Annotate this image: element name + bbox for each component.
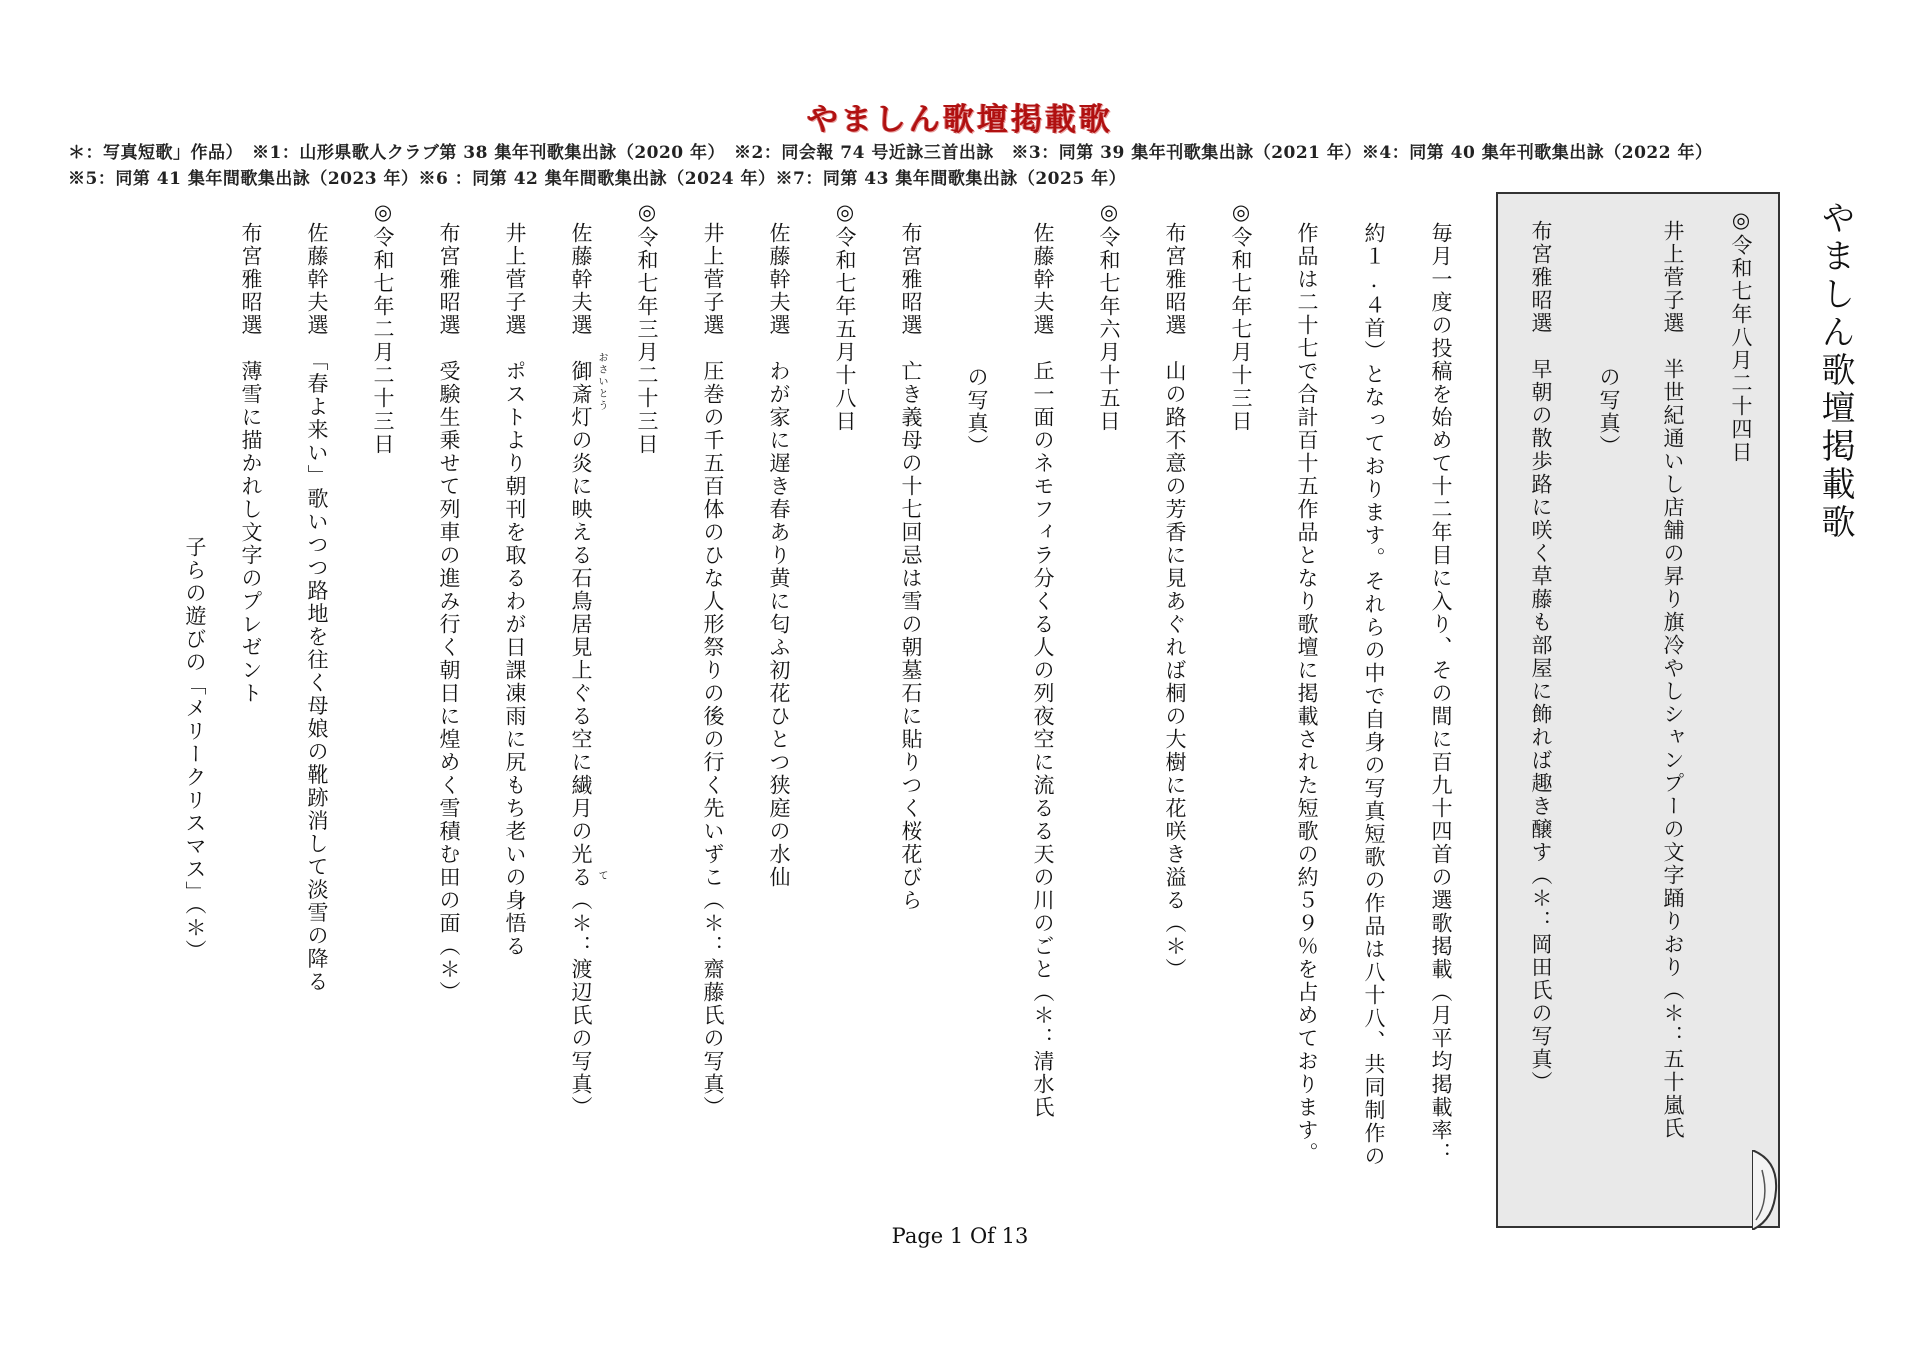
footnote-line-1: ＊：写真短歌」作品） ※1：山形県歌人クラブ第 38 集年刊歌集出詠（2020 年） ※2：同会報 74 号近詠三首出詠 ※3：同第 39 集年刊歌集出詠（2021 年）※4：同第 40 集年刊歌集出詠（2022 年） — [68, 143, 1713, 163]
ruby-annotation: て — [596, 870, 607, 882]
date-heading: ◎令和七年三月二十三日 — [635, 200, 659, 456]
tanka-entry: 佐藤幹夫選 丘一面のネモフィラ分くる人の列夜空に流るる天の川のごと（＊：清水氏 — [1031, 222, 1055, 1119]
tanka-continuation: の写真） — [1597, 366, 1621, 458]
tanka-entry: 佐藤幹夫選 わが家に遅き春あり黄に匂ふ初花ひとつ狭庭の水仙 — [767, 222, 791, 889]
tanka-entry: 佐藤幹夫選 「春よ来い」歌いつつ路地を往く母娘の靴跡消して淡雪の降る — [305, 222, 329, 994]
tanka-entry: 布宮雅昭選 受験生乗せて列車の進み行く朝日に煌めく雪積む田の面（＊） — [437, 222, 461, 1004]
banner-title: やましん歌壇掲載歌 — [807, 102, 1113, 138]
tanka-entry: 布宮雅昭選 早朝の散歩路に咲く草藤も部屋に飾れば趣き醸す（＊：岡田氏の写真） — [1529, 220, 1553, 1094]
tanka-entry: 布宮雅昭選 山の路不意の芳香に見あぐれば桐の大樹に花咲き溢る（＊） — [1163, 222, 1187, 981]
tanka-entry: 井上菅子選 圧巻の千五百体のひな人形祭りの後の行く先いずこ（＊：齋藤氏の写真） — [701, 222, 725, 1119]
page-number: Page 1 Of 13 — [891, 1224, 1029, 1248]
page-title: やましん歌壇掲載歌 — [1815, 200, 1855, 542]
date-heading: ◎令和七年五月十八日 — [833, 200, 857, 433]
date-heading: ◎令和七年六月十五日 — [1097, 200, 1121, 433]
prose-line: 約１.４首）となっております。それらの中で自身の写真短歌の作品は八十八、共同制作の — [1362, 222, 1386, 1168]
tanka-entry: 井上菅子選 半世紀通いし店舗の昇り旗冷やしシャンプーの文字踊りおり（＊：五十嵐氏 — [1661, 220, 1685, 1140]
tanka-entry: 井上菅子選 ポストより朝刊を取るわが日課凍雨に尻もち老いの身悟る — [503, 222, 527, 958]
date-heading: ◎令和七年七月十三日 — [1229, 200, 1253, 433]
tanka-entry: 布宮雅昭選 薄雪に描かれし文字のプレゼント — [239, 222, 263, 705]
prose-line: 毎月一度の投稿を始めて十二年目に入り、その間に百九十四首の選歌掲載（月平均掲載率： — [1429, 222, 1453, 1165]
tanka-continuation: の写真） — [965, 366, 989, 458]
tanka-continuation: 子らの遊びの「メリークリスマス」（＊） — [183, 536, 207, 963]
date-heading: ◎令和七年八月二十四日 — [1729, 208, 1753, 464]
ruby-annotation: おさいとう — [596, 352, 607, 412]
prose-line: 作品は二十七で合計百十五作品となり歌壇に掲載された短歌の約５９％を占めております。 — [1295, 222, 1319, 1165]
footnote-line-2: ※5：同第 41 集年間歌集出詠（2023 年）※6 ：同第 42 集年間歌集出詠（2024 年）※7：同第 43 集年間歌集出詠（2025 年） — [68, 169, 1127, 189]
tanka-entry: 布宮雅昭選 亡き義母の十七回忌は雪の朝墓石に貼りつく桜花びら — [899, 222, 923, 912]
date-heading: ◎令和七年二月二十三日 — [371, 200, 395, 456]
tanka-entry: 佐藤幹夫選 御斎灯の炎に映える石鳥居見上ぐる空に繊月の光る（＊：渡辺氏の写真） — [569, 222, 593, 1119]
scroll-curl-icon — [1752, 1150, 1780, 1230]
